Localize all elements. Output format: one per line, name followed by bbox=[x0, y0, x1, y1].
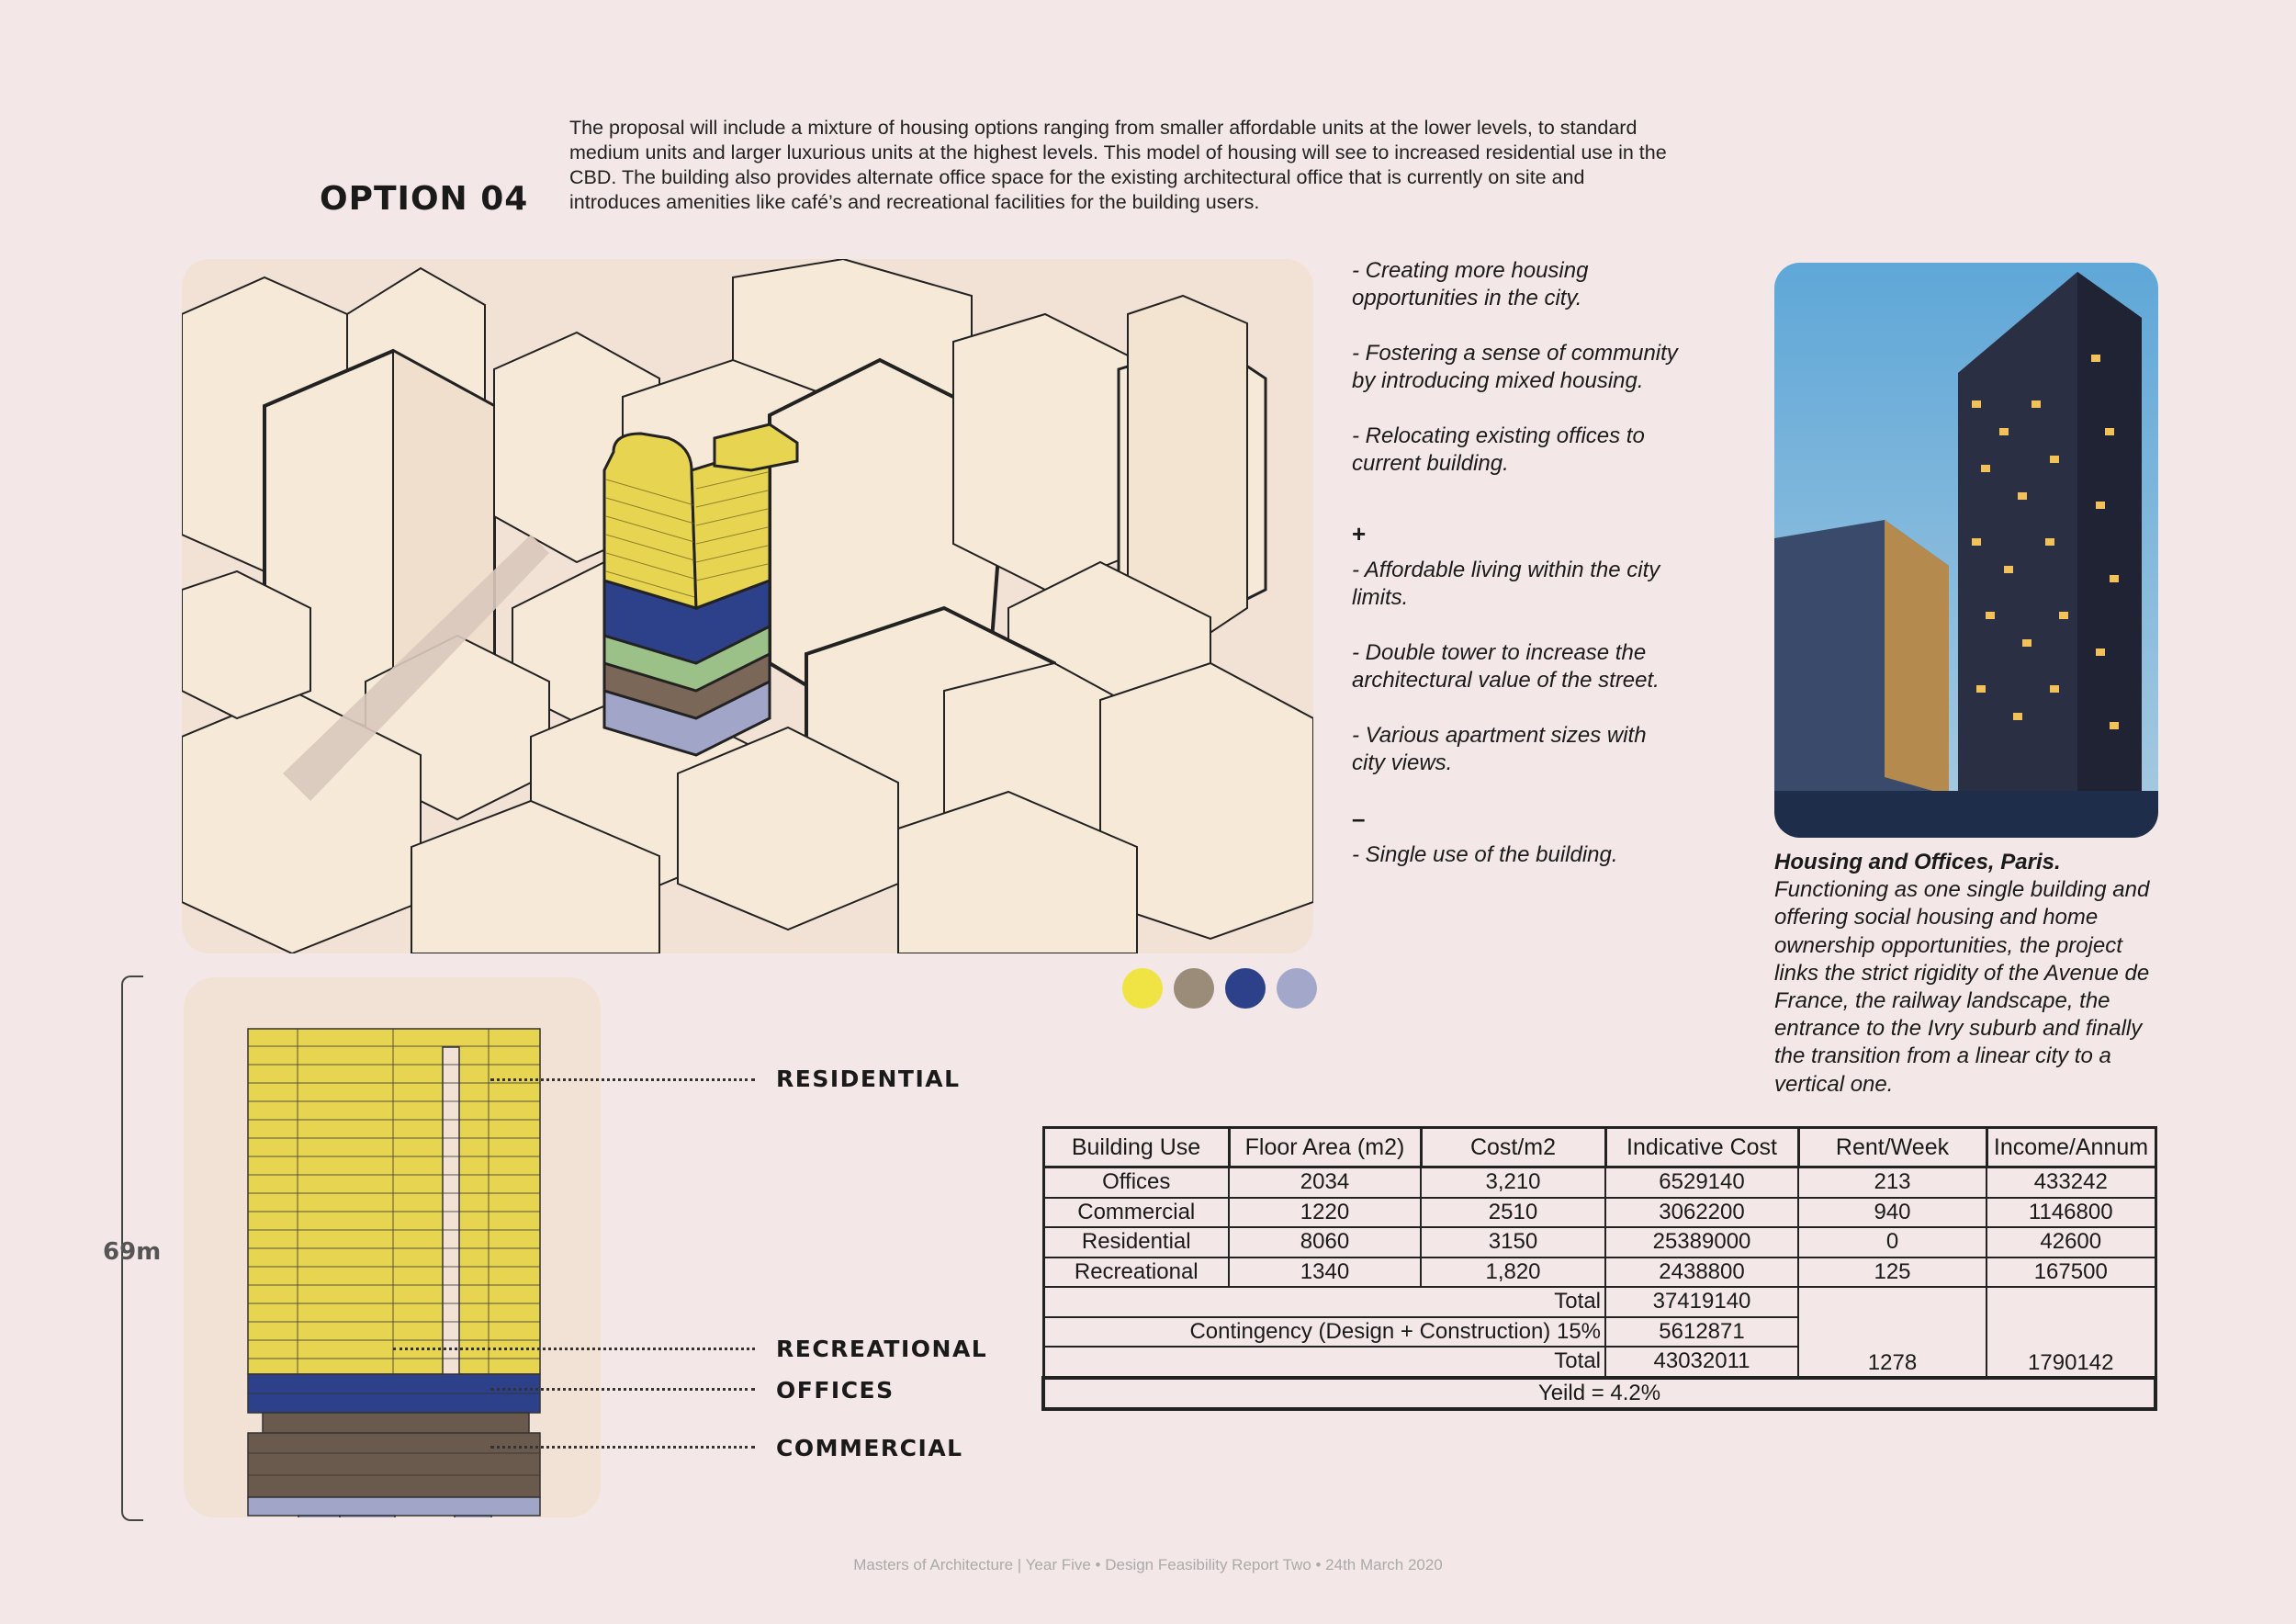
cell: Offices bbox=[1043, 1167, 1229, 1198]
swatch-lavender bbox=[1277, 968, 1317, 1009]
col-header: Building Use bbox=[1043, 1128, 1229, 1167]
cell: 1,820 bbox=[1421, 1257, 1605, 1288]
subtotal-label: Total bbox=[1043, 1287, 1605, 1317]
cell: 2438800 bbox=[1605, 1257, 1798, 1288]
page-title: OPTION 04 bbox=[320, 180, 529, 218]
cell: 940 bbox=[1798, 1198, 1986, 1228]
cell: 0 bbox=[1798, 1227, 1986, 1257]
table-row bbox=[1043, 1167, 2155, 1198]
axonometric-drawing bbox=[182, 259, 1313, 953]
page-footer: Masters of Architecture | Year Five • Design Feasibility Report Two • 24th March 2020 bbox=[853, 1556, 1443, 1573]
recreational-leader bbox=[393, 1348, 755, 1350]
note-pro: - Double tower to increase the architectural value of the street. bbox=[1352, 640, 1660, 693]
height-label: 69m bbox=[103, 1238, 162, 1266]
building-section-panel bbox=[184, 977, 601, 1517]
cell: 25389000 bbox=[1605, 1227, 1798, 1257]
precedent-title: Housing and Offices, Paris. bbox=[1774, 850, 2061, 874]
cell: 8060 bbox=[1229, 1227, 1421, 1257]
cost-table bbox=[1041, 1126, 2157, 1411]
note-pro: - Affordable living within the city limits. bbox=[1352, 558, 1660, 610]
cell: 42600 bbox=[1986, 1227, 2155, 1257]
subtotal-value: 37419140 bbox=[1605, 1287, 1798, 1317]
table-row bbox=[1043, 1257, 2155, 1288]
colour-legend bbox=[1122, 968, 1317, 1009]
total-rent: 1278 bbox=[1798, 1287, 1986, 1378]
precedent-photo bbox=[1774, 263, 2158, 838]
col-header: Indicative Cost bbox=[1605, 1128, 1798, 1167]
cell: Residential bbox=[1043, 1227, 1229, 1257]
cell: Recreational bbox=[1043, 1257, 1229, 1288]
commercial-label: COMMERCIAL bbox=[776, 1435, 963, 1461]
cell: 433242 bbox=[1986, 1167, 2155, 1198]
subtotal-row bbox=[1043, 1287, 2155, 1317]
col-header: Rent/Week bbox=[1798, 1128, 1986, 1167]
cell: 3,210 bbox=[1421, 1167, 1605, 1198]
option-notes bbox=[1352, 257, 1683, 897]
swatch-blue bbox=[1225, 968, 1266, 1009]
cell: 3062200 bbox=[1605, 1198, 1798, 1228]
note-goal: - Fostering a sense of community by introducing mixed housing. bbox=[1352, 341, 1678, 393]
total-label: Total bbox=[1043, 1347, 1605, 1378]
contingency-label: Contingency (Design + Construction) 15% bbox=[1043, 1317, 1605, 1348]
cell: 167500 bbox=[1986, 1257, 2155, 1288]
col-header: Cost/m2 bbox=[1421, 1128, 1605, 1167]
note-pro: - Various apartment sizes with city views. bbox=[1352, 723, 1647, 775]
cell: 1146800 bbox=[1986, 1198, 2155, 1228]
residential-leader bbox=[490, 1078, 755, 1081]
note-goal: - Creating more housing opportunities in the city. bbox=[1352, 258, 1589, 310]
residential-label: RESIDENTIAL bbox=[776, 1066, 961, 1092]
recreational-label: RECREATIONAL bbox=[776, 1336, 988, 1362]
commercial-leader bbox=[490, 1446, 755, 1449]
col-header: Income/Annum bbox=[1986, 1128, 2155, 1167]
offices-label: OFFICES bbox=[776, 1377, 895, 1404]
table-header-row bbox=[1043, 1128, 2155, 1167]
col-header: Floor Area (m2) bbox=[1229, 1128, 1421, 1167]
cell: 1340 bbox=[1229, 1257, 1421, 1288]
cell: 2034 bbox=[1229, 1167, 1421, 1198]
total-value: 43032011 bbox=[1605, 1347, 1798, 1378]
building-section-drawing bbox=[184, 977, 601, 1517]
note-con: - Single use of the building. bbox=[1352, 842, 1618, 867]
swatch-yellow bbox=[1122, 968, 1163, 1009]
total-income: 1790142 bbox=[1986, 1287, 2155, 1378]
yield-row bbox=[1043, 1378, 2155, 1410]
swatch-brown bbox=[1174, 968, 1214, 1009]
axonometric-site-view bbox=[182, 259, 1313, 953]
table-row bbox=[1043, 1227, 2155, 1257]
contingency-value: 5612871 bbox=[1605, 1317, 1798, 1348]
intro-paragraph: The proposal will include a mixture of housing options ranging from smaller affordable units at the lower levels, to standard medium units and larger luxurious units at the highest levels. This model of housing will see to increased residential use in the CBD. The building also provides alternate office space for the existing architectural office that is currently on site and introduces amenities like café’s and recreational facilities for the building users. bbox=[569, 117, 1667, 213]
offices-leader bbox=[490, 1388, 755, 1391]
table-row bbox=[1043, 1198, 2155, 1228]
cell: 2510 bbox=[1421, 1198, 1605, 1228]
cell: Commercial bbox=[1043, 1198, 1229, 1228]
note-goal: - Relocating existing offices to current building. bbox=[1352, 423, 1645, 476]
cons-symbol: – bbox=[1352, 805, 1366, 832]
cell: 1220 bbox=[1229, 1198, 1421, 1228]
cell: 125 bbox=[1798, 1257, 1986, 1288]
cell: 6529140 bbox=[1605, 1167, 1798, 1198]
precedent-tower-illustration bbox=[1774, 263, 2158, 838]
precedent-caption bbox=[1774, 849, 2169, 1099]
precedent-text: Functioning as one single building and offering social housing and home ownership opportunities, the project links the strict rigidity of the Avenue de France, the railway landscape, the entrance to the Ivry suburb and finally the transition from a linear city to a vertical one. bbox=[1774, 877, 2150, 1097]
pros-symbol: + bbox=[1352, 520, 1367, 547]
cell: 3150 bbox=[1421, 1227, 1605, 1257]
cell: 213 bbox=[1798, 1167, 1986, 1198]
yield-value: Yeild = 4.2% bbox=[1043, 1378, 2155, 1410]
